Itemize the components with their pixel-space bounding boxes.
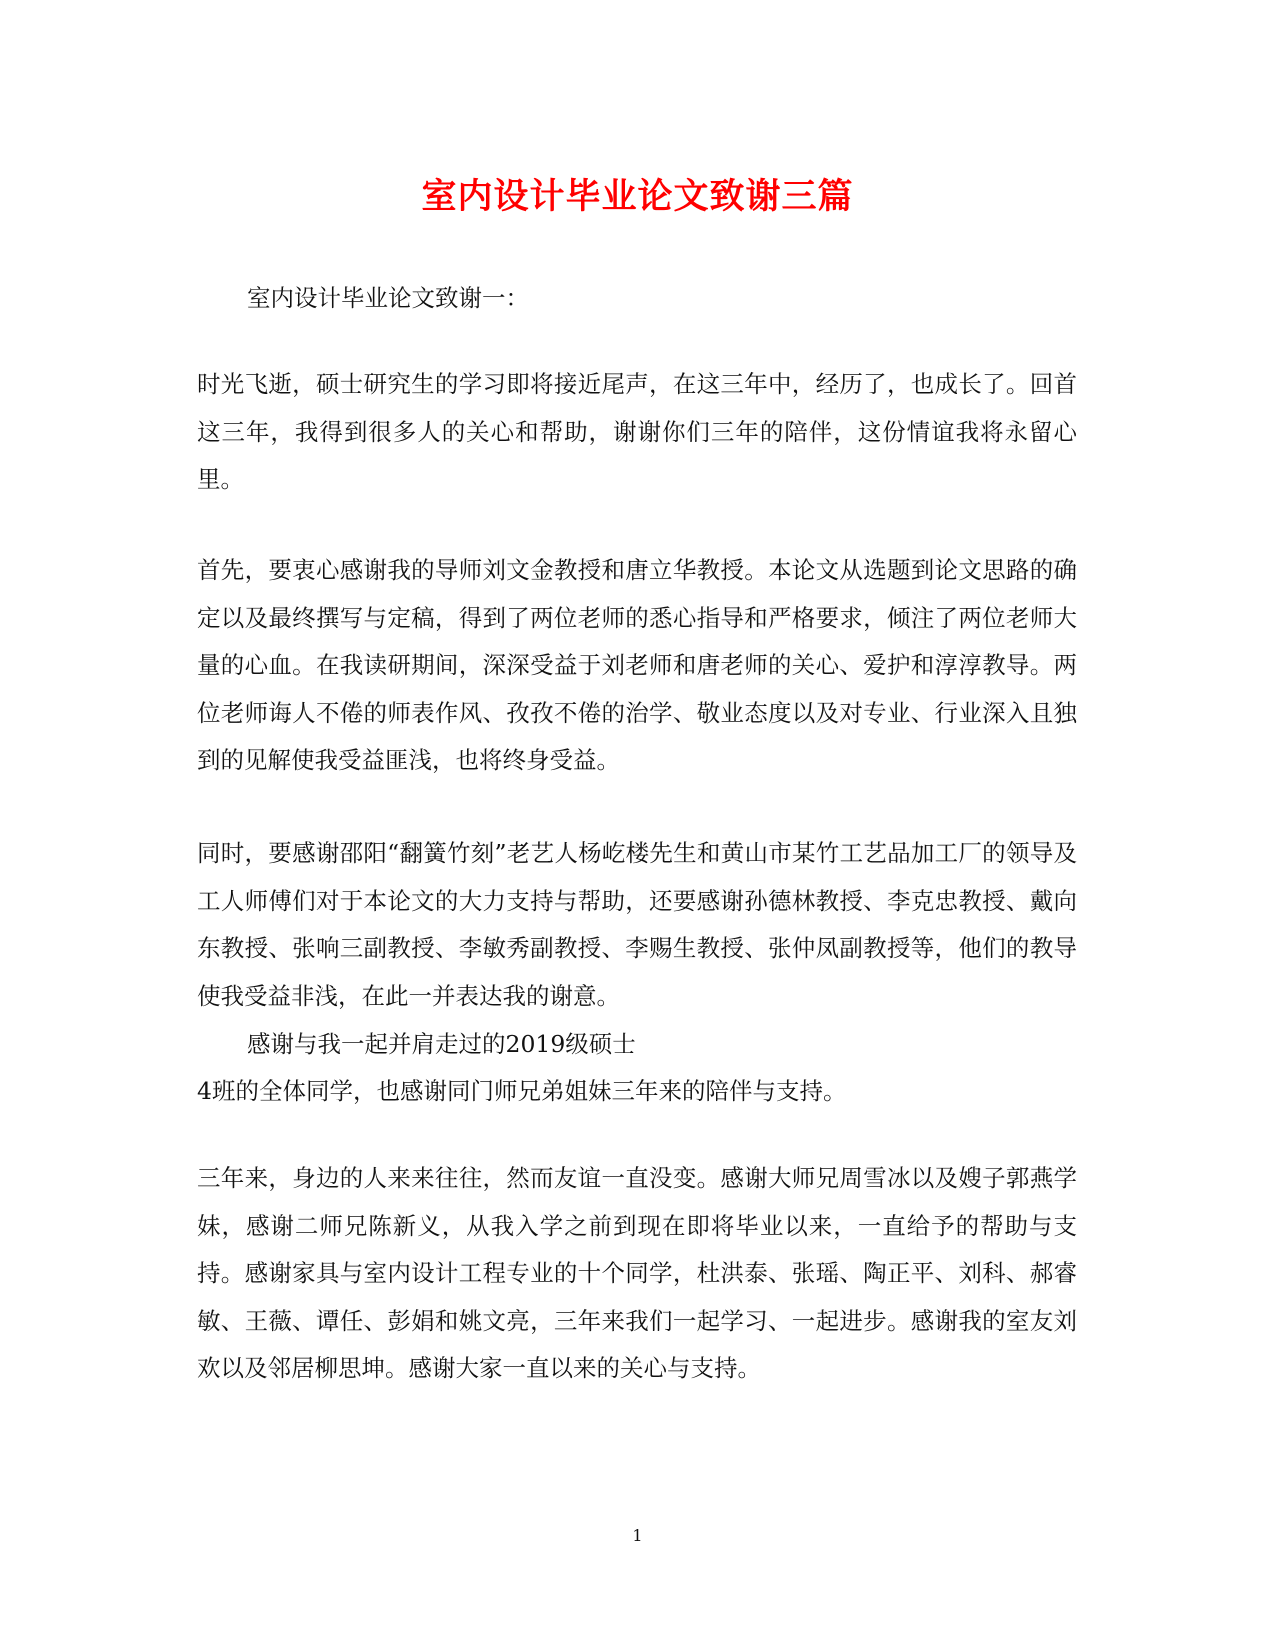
paragraph-3: 同时，要感谢邵阳“翻簧竹刻”老艺人杨屹楼先生和黄山市某竹工艺品加工厂的领导及工人师傅们对于本论文的大力支持与帮助，还要感谢孙德林教授、李克忠教授、戴向东教授、张响三副教授、李敏秀副教授、李赐生教授、张仲凤副教授等，他们的教导使我受益非浅，在此一并表达我的谢意。 [197, 839, 1077, 1010]
page-number: 1 [632, 1526, 643, 1545]
paragraph-1: 时光飞逝，硕士研究生的学习即将接近尾声，在这三年中，经历了，也成长了。回首这三年，我得到很多人的关心和帮助，谢谢你们三年的陪伴，这份情谊我将永留心里。 [197, 370, 1077, 493]
section-heading: 室内设计毕业论文致谢一： [247, 284, 529, 312]
paragraph-2: 首先，要衷心感谢我的导师刘文金教授和唐立华教授。本论文从选题到论文思路的确定以及最终撰写与定稿，得到了两位老师的悉心指导和严格要求，倾注了两位老师大量的心血。在我读研期间，深深受益于刘老师和唐老师的关心、爱护和淳淳教导。两位老师诲人不倦的师表作风、孜孜不倦的治学、敬业态度以及对专业、行业深入且独到的见解使我受益匪浅，也将终身受益。 [197, 556, 1077, 774]
classmates-line-2: 4班的全体同学，也感谢同门师兄弟姐妹三年来的陪伴与支持。 [197, 1077, 847, 1105]
classmates-line-1: 感谢与我一起并肩走过的2019级硕士 [247, 1030, 636, 1058]
paragraph-final: 三年来，身边的人来来往往，然而友谊一直没变。感谢大师兄周雪冰以及嫂子郭燕学妹，感谢二师兄陈新义，从我入学之前到现在即将毕业以来，一直给予的帮助与支持。感谢家具与室内设计工程专业的十个同学，杜洪泰、张瑶、陶正平、刘科、郝睿敏、王薇、谭任、彭娟和姚文亮，三年来我们一起学习、一起进步。感谢我的室友刘欢以及邻居柳思坤。感谢大家一直以来的关心与支持。 [197, 1164, 1077, 1382]
document-title: 室内设计毕业论文致谢三篇 [421, 176, 854, 217]
